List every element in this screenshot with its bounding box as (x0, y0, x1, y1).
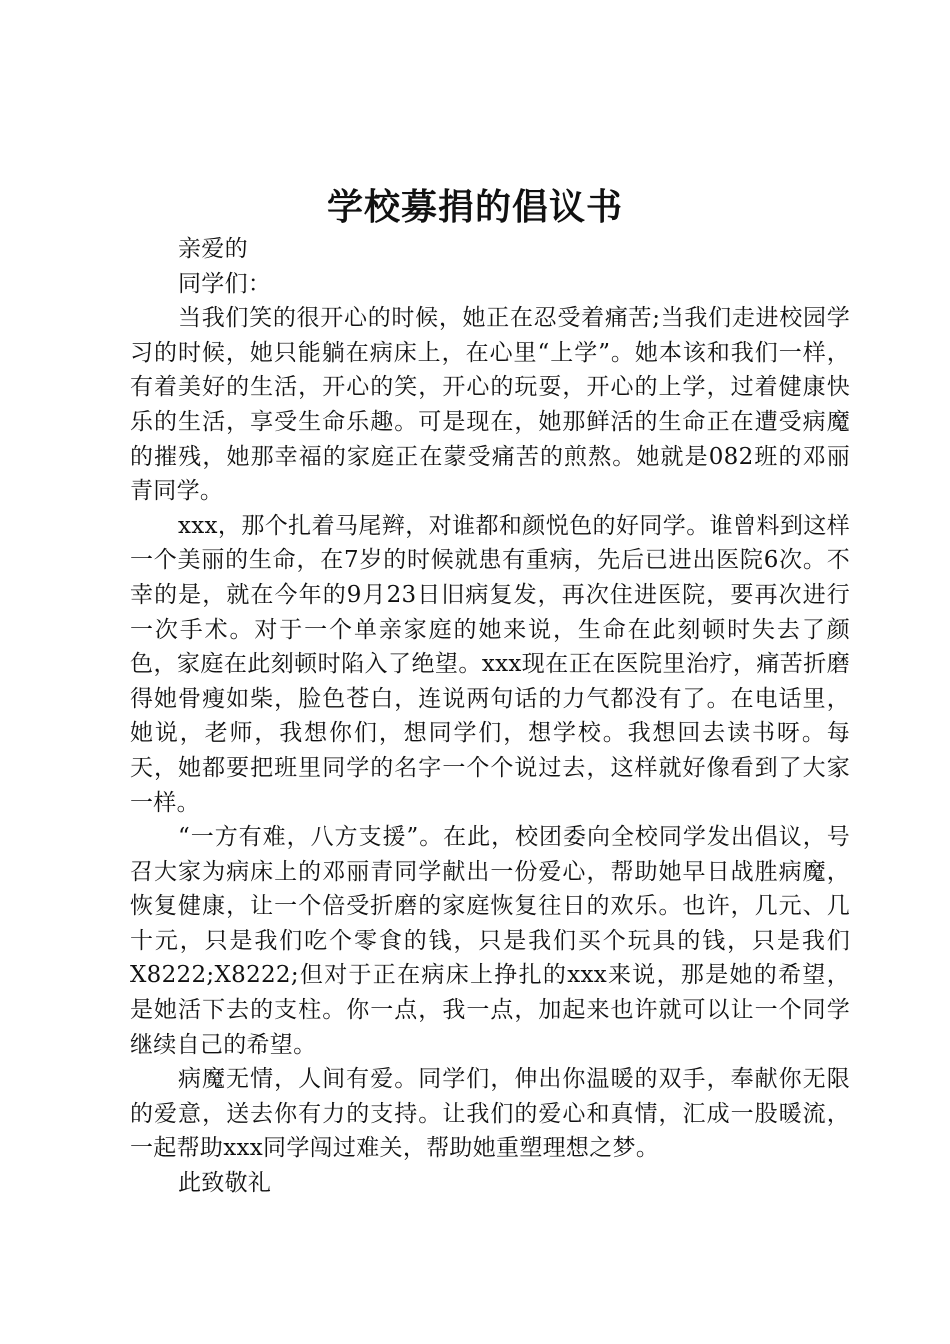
document-body (130, 232, 850, 1201)
paragraph-2: xxx，那个扎着马尾辫，对谁都和颜悦色的好同学。谁曾料到这样一个美丽的生命，在7岁的时候就患有重病，先后已进出医院6次。不幸的是，就在今年的9月23日旧病复发，再次住进医院，要再次进行一次手术。对于一个单亲家庭的她来说，生命在此刻顿时失去了颜色，家庭在此刻顿时陷入了绝望。xxx现在正在医院里治疗，痛苦折磨得她骨瘦如柴，脸色苍白，连说两句话的力气都没有了。在电话里，她说，老师，我想你们，想同学们，想学校。我想回去读书呀。每天，她都要把班里同学的名字一个个说过去，这样就好像看到了大家一样。 (130, 512, 850, 816)
paragraph-1: 当我们笑的很开心的时候，她正在忍受着痛苦;当我们走进校园学习的时候，她只能躺在病床上，在心里“上学”。她本该和我们一样，有着美好的生活，开心的笑，开心的玩耍，开心的上学，过着健康快乐的生活，享受生命乐趣。可是现在，她那鲜活的生命正在遭受病魔的摧残，她那幸福的家庭正在蒙受痛苦的煎熬。她就是082班的邓丽青同学。 (130, 305, 850, 505)
salutation-line-1: 亲爱的 (178, 236, 248, 262)
closing-line: 此致敬礼 (178, 1170, 272, 1197)
paragraph-3: “一方有难，八方支援”。在此，校团委向全校同学发出倡议，号召大家为病床上的邓丽青同学献出一份爱心，帮助她早日战胜病魔，恢复健康，让一个倍受折磨的家庭恢复往日的欢乐。也许，几元、几十元，只是我们吃个零食的钱，只是我们买个玩具的钱，只是我们X8222;X8222;但对于正在病床上挣扎的xxx来说，那是她的希望，是她活下去的支柱。你一点，我一点，加起来也许就可以让一个同学继续自己的希望。 (130, 824, 850, 1058)
paragraph-4: 病魔无情，人间有爱。同学们，伸出你温暖的双手，奉献你无限的爱意，送去你有力的支持。让我们的爱心和真情，汇成一股暖流，一起帮助xxx同学闯过难关，帮助她重塑理想之梦。 (130, 1066, 850, 1162)
salutation-line-2: 同学们： (178, 270, 272, 297)
document-title: 学校募捐的倡议书 (326, 187, 623, 228)
